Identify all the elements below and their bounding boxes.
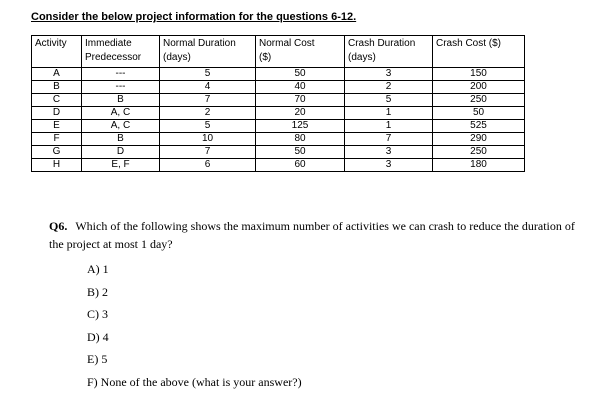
table-cell: 180 (433, 159, 525, 172)
table-cell: 50 (433, 107, 525, 120)
table-cell: 70 (256, 94, 345, 107)
answer-option: D) 4 (87, 329, 109, 344)
question-number: Q6. (49, 219, 68, 233)
table-cell: 125 (256, 120, 345, 133)
table-cell: 80 (256, 133, 345, 146)
table-row (32, 94, 525, 107)
table-cell: B (82, 133, 160, 146)
question-text-continued: the project at most 1 day? (49, 237, 173, 251)
table-cell: 20 (256, 107, 345, 120)
table-row (32, 81, 525, 94)
column-header: Crash Cost ($) (433, 36, 525, 68)
answer-option: F) None of the above (what is your answer?) (87, 374, 302, 389)
answer-option: B) 2 (87, 284, 108, 299)
table-cell: G (32, 146, 82, 159)
answer-option: C) 3 (87, 307, 108, 322)
answer-option: E) 5 (87, 352, 108, 367)
table-body (32, 68, 525, 172)
table-cell: D (82, 146, 160, 159)
table-cell: 250 (433, 146, 525, 159)
table-row (32, 133, 525, 146)
table-cell: --- (82, 81, 160, 94)
project-table (31, 35, 525, 172)
table-cell: C (32, 94, 82, 107)
table-cell: 3 (345, 146, 433, 159)
table-cell: 5 (160, 68, 256, 81)
table-cell: 2 (160, 107, 256, 120)
table-cell: B (32, 81, 82, 94)
table-cell: 290 (433, 133, 525, 146)
table-cell: A, C (82, 120, 160, 133)
column-header: Crash Duration (days) (345, 36, 433, 68)
table-cell: H (32, 159, 82, 172)
table-cell: 1 (345, 107, 433, 120)
table-cell: 50 (256, 68, 345, 81)
table-cell: B (82, 94, 160, 107)
table-cell: 2 (345, 81, 433, 94)
table-cell: 5 (160, 120, 256, 133)
table-cell: 3 (345, 159, 433, 172)
column-header: Activity (32, 36, 82, 68)
table-cell: 7 (160, 94, 256, 107)
table-row (32, 68, 525, 81)
table-cell: A (32, 68, 82, 81)
table-cell: 525 (433, 120, 525, 133)
column-header: Normal Duration (days) (160, 36, 256, 68)
table-cell: E, F (82, 159, 160, 172)
table-row (32, 107, 525, 120)
column-header: Immediate Predecessor (82, 36, 160, 68)
table-row (32, 159, 525, 172)
table-row (32, 120, 525, 133)
table-cell: F (32, 133, 82, 146)
table-cell: D (32, 107, 82, 120)
table-row (32, 146, 525, 159)
question-line-1 (49, 214, 611, 238)
section-title: Consider the below project information for the questions 6-12. (31, 11, 357, 23)
table-cell: 60 (256, 159, 345, 172)
table-cell: E (32, 120, 82, 133)
table-cell: 250 (433, 94, 525, 107)
table-header-row (32, 36, 525, 68)
table-cell: 6 (160, 159, 256, 172)
table-cell: 150 (433, 68, 525, 81)
table-cell: 5 (345, 94, 433, 107)
table-cell: 10 (160, 133, 256, 146)
table-cell: 3 (345, 68, 433, 81)
column-header: Normal Cost ($) (256, 36, 345, 68)
answer-options (87, 258, 302, 394)
table-cell: 1 (345, 120, 433, 133)
table-cell: 7 (160, 146, 256, 159)
table-cell: 200 (433, 81, 525, 94)
table-cell: 4 (160, 81, 256, 94)
table-cell: 40 (256, 81, 345, 94)
table-cell: 7 (345, 133, 433, 146)
table-cell: 50 (256, 146, 345, 159)
table-cell: A, C (82, 107, 160, 120)
table-cell: --- (82, 68, 160, 81)
answer-option: A) 1 (87, 262, 109, 276)
question-text: Which of the following shows the maximum number of activities we can crash to reduce the duration of (75, 219, 575, 233)
